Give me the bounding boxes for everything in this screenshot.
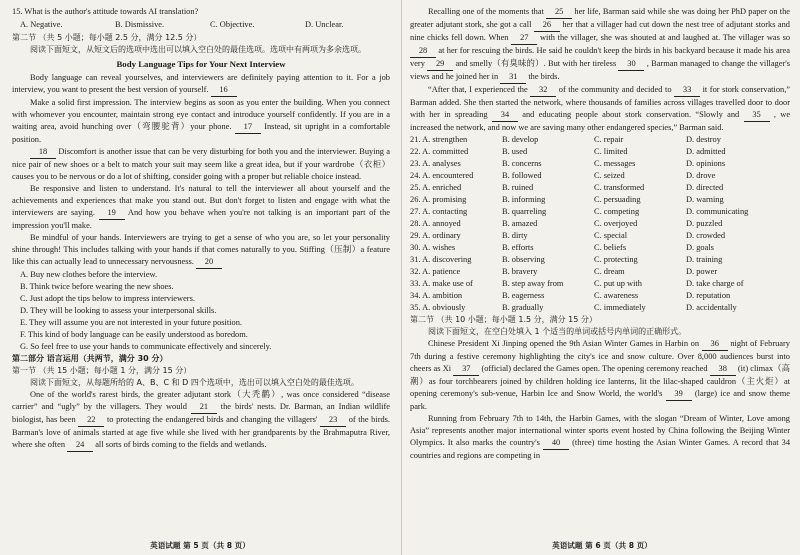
option-34a: 34. A. ambition <box>410 291 463 300</box>
blank-19[interactable]: 19 <box>99 207 125 220</box>
blank-30[interactable]: 30 <box>618 58 644 71</box>
option-30a: 30. A. wishes <box>410 243 456 252</box>
blank-28[interactable]: 28 <box>410 45 436 58</box>
cloze-paragraph-3: “After that, I experienced the 32 of the community and decided to 33 it for stork conservation,” Barman added. She then started the network, where thousands of families across villages travelled door to door with her in spreading 34 and educating people about stork conservation. “Slowly and 35 , we increased the network, and now we are saving many other endangered species,” Barman said. <box>410 85 791 132</box>
option-31d: D. training <box>686 255 723 264</box>
option-21d: D. destroy <box>686 135 721 144</box>
option-32a: 32. A. patience <box>410 267 461 276</box>
option-29a: 29. A. ordinary <box>410 231 461 240</box>
article-title: Body Language Tips for Your Next Interview <box>116 59 286 69</box>
blank-26[interactable]: 26 <box>534 19 560 32</box>
grammar-paragraph-2: Running from February 7th to 14th, the Harbin Games, with the slogan “Dream of Winter, Love among Asia” represents another major international winter sports event hosted by China following the Beijing Winter Olympics. It also marks the country's 40 (three) time hosting the Asian Winter Games. A record that 34 countries and regions are competing in <box>410 414 791 460</box>
blank-27[interactable]: 27 <box>511 32 537 45</box>
option-34c: C. awareness <box>594 291 639 300</box>
q15-option-c: C. Objective. <box>210 20 255 29</box>
blank-40[interactable]: 40 <box>543 437 569 450</box>
option-26b: B. informing <box>502 195 546 204</box>
option-34b: B. eagerness <box>502 291 545 300</box>
paragraph-5: Be mindful of your hands. Interviewers are trying to get a sense of who you are, so let your personality shine through! This includes talking with your hands if that comes naturally to you. Stiffing（压制）a feature like this can actually lead to unnecessary nervousness. 20 <box>12 232 390 269</box>
option-31b: B. observing <box>502 255 545 264</box>
option-30d: D. goals <box>686 243 714 252</box>
option-23b: B. concerns <box>502 159 542 168</box>
tips-options <box>12 269 390 353</box>
blank-31[interactable]: 31 <box>500 71 526 84</box>
blank-35[interactable]: 35 <box>744 109 770 122</box>
blank-37[interactable]: 37 <box>453 363 479 376</box>
q15-option-a: A. Negative. <box>20 20 63 29</box>
tip-option-g: G. So feel free to use your hands to communicate effectively and sincerely. <box>20 342 272 351</box>
paragraph-4: Be responsive and listen to understand. It's natural to tell the interviewer all about yourself and the achievements and experiences that make you stand out. But don't forget to listen and engage with what the interviewers are saying. 19 And how you behave when you're not talking is an important part of the impression you'll make. <box>12 184 391 230</box>
option-24d: D. drove <box>686 171 716 180</box>
option-24b: B. followed <box>502 171 542 180</box>
option-28d: D. puzzled <box>686 219 723 228</box>
grammar-paragraph-1: Chinese President Xi Jinping opened the 9th Asian Winter Games in Harbin on 36 night of February 7th during a festive ceremony highlighting the city's ice and snow culture. Over 8,000 audiences burst into cheers as Xi 37 (official) declared the Games open. The opening ceremony reached 38 (it) climax（高潮）as four torchbearers joined by children holding ice lanterns, lit the lilac-shaped cauldron（主火炬）at opening ceremony's sub-venue, Harbin Ice and Snow World, the world's 39 (large) ice and snow theme park. <box>410 339 791 411</box>
option-24a: 24. A. encountered <box>410 171 474 180</box>
section2-instructions: 阅读下面短文，从短文后的选项中选出可以填入空白处的最佳选项。选项中有两项为多余选项。 <box>30 45 366 54</box>
q15-option-b: B. Dismissive. <box>115 20 165 29</box>
blank-16[interactable]: 16 <box>211 84 237 97</box>
blank-32[interactable]: 32 <box>530 84 556 97</box>
cloze-paragraph-1: One of the world's rarest birds, the greater adjutant stork（大秃鹳）, was once considered “disease carrier” and “ugly” by the villagers. They would 21 the birds' nests. Dr. Barman, an Indian wildlife biologist, has been 22 to protecting the endangered birds and changing the villagers' 23 of the birds. Barman's love of animals started at age five while she lived with her grandparents by the Brahmaputra River, where she often 24 all sorts of birds coming to the fields and wetlands. <box>12 389 390 452</box>
left-page-footer: 英语试题 第 5 页（共 8 页） <box>150 541 250 550</box>
option-30c: C. beliefs <box>594 243 627 252</box>
option-27a: 27. A. contacting <box>410 207 468 216</box>
option-33a: 33. A. make use of <box>410 279 473 288</box>
option-22d: D. admitted <box>686 147 726 156</box>
option-35d: D. accidentally <box>686 303 737 312</box>
blank-20[interactable]: 20 <box>196 256 222 269</box>
part2-instructions: 阅读下面短文，从每题所给的 A、B、C 和 D 四个选项中，选出可以填入空白处的最佳选项。 <box>30 378 359 387</box>
blank-38[interactable]: 38 <box>710 363 736 376</box>
q15-question: 15. What is the author's attitude towards AI translation? <box>12 7 199 16</box>
option-26d: D. warning <box>686 195 724 204</box>
option-21a: 21. A. strengthen <box>410 135 468 144</box>
blank-18[interactable]: 18 <box>30 146 56 159</box>
option-35a: 35. A. obviously <box>410 303 466 312</box>
paragraph-2: Make a solid first impression. The interview begins as soon as you enter the building. When you connect with whomever you encounter, maintain strong eye contact and introduce yourself confidently. If you are in a waiting area, avoid hunching over（弯腰驼背）your phone. 17 Instead, sit upright in a comfortable position. <box>12 98 391 144</box>
tip-option-e: E. They will assume you are not interested in your future position. <box>20 318 242 327</box>
option-32b: B. bravery <box>502 267 538 276</box>
option-28b: B. amazed <box>502 219 538 228</box>
option-27c: C. competing <box>594 207 640 216</box>
option-28c: C. overjoyed <box>594 219 638 228</box>
option-34d: D. reputation <box>686 291 731 300</box>
tip-option-d: D. They will be looking to assess your interpersonal skills. <box>20 306 217 315</box>
option-23a: 23. A. analyses <box>410 159 461 168</box>
option-29b: B. dirty <box>502 231 528 240</box>
option-33b: B. step away from <box>502 279 564 288</box>
blank-39[interactable]: 39 <box>666 388 692 401</box>
q15-option-d: D. Unclear. <box>305 20 344 29</box>
option-25a: 25. A. enriched <box>410 183 462 192</box>
option-27b: B. quarreling <box>502 207 547 216</box>
tip-option-c: C. Just adopt the tips below to impress interviewers. <box>20 294 195 303</box>
blank-25[interactable]: 25 <box>546 6 572 19</box>
option-32d: D. power <box>686 267 718 276</box>
option-33c: C. put up with <box>594 279 642 288</box>
option-23c: C. messages <box>594 159 636 168</box>
option-29c: C. special <box>594 231 628 240</box>
option-33d: D. take charge of <box>686 279 744 288</box>
option-29d: D. crowded <box>686 231 726 240</box>
option-26a: 26. A. promising <box>410 195 467 204</box>
part2-header: 第二部分 语言运用（共两节，满分 30 分） <box>12 354 168 363</box>
blank-17[interactable]: 17 <box>235 121 261 134</box>
section2-grammar-instructions: 阅读下面短文，在空白处填入 1 个适当的单词或括号内单词的正确形式。 <box>428 327 687 336</box>
option-21c: C. repair <box>594 135 624 144</box>
option-28a: 28. A. annoyed <box>410 219 461 228</box>
blank-33[interactable]: 33 <box>674 84 700 97</box>
option-25d: D. directed <box>686 183 724 192</box>
part2-section1-header: 第一节 （共 15 小题；每小题 1 分，满分 15 分） <box>12 366 192 375</box>
blank-23[interactable]: 23 <box>320 414 346 427</box>
cloze-paragraph-2: Recalling one of the moments that 25 her life, Barman said while she was doing her PhD paper on the greater adjutant stork, she got a call 26 her that a villager had cut down the nest tree of adjutant storks and nine chicks fell down. When 27 with the villager, she was shouted at and laughed at. The villager was so 28 at her for rescuing the birds. He said he couldn't keep the birds in his backyard because it made his area very 29 and smelly（有臭味的）. But with her tireless 30 , Barman managed to change the villager's views and he joined her in 31 the birds. <box>410 6 790 84</box>
q15-options <box>20 19 390 31</box>
section2-grammar-header: 第二节 （共 10 小题；每小题 1.5 分，满分 15 分） <box>410 315 597 324</box>
option-23d: D. opinions <box>686 159 726 168</box>
cloze-options-table <box>410 134 790 314</box>
right-page <box>404 0 800 555</box>
page-divider <box>401 0 402 555</box>
option-22a: 22. A. committed <box>410 147 469 156</box>
tip-option-b: B. Think twice before wearing the new shoes. <box>20 282 174 291</box>
option-32c: C. dream <box>594 267 625 276</box>
option-31a: 31. A. discovering <box>410 255 472 264</box>
blank-36[interactable]: 36 <box>702 338 728 351</box>
option-35c: C. immediately <box>594 303 646 312</box>
option-24c: C. seized <box>594 171 625 180</box>
blank-24[interactable]: 24 <box>67 439 93 452</box>
option-25c: C. transformed <box>594 183 645 192</box>
blank-34[interactable]: 34 <box>492 109 518 122</box>
option-25b: B. ruined <box>502 183 534 192</box>
option-21b: B. develop <box>502 135 539 144</box>
option-30b: B. efforts <box>502 243 534 252</box>
tip-option-a: A. Buy new clothes before the interview. <box>20 270 158 279</box>
option-31c: C. protecting <box>594 255 638 264</box>
section2-header: 第二节 （共 5 小题；每小题 2.5 分，满分 12.5 分） <box>12 33 202 42</box>
blank-22[interactable]: 22 <box>78 414 104 427</box>
right-page-footer: 英语试题 第 6 页（共 8 页） <box>552 541 652 550</box>
option-35b: B. gradually <box>502 303 544 312</box>
tip-option-f: F. This kind of body language can be easily understood as boredom. <box>20 330 248 339</box>
option-27d: D. communicating <box>686 207 749 216</box>
paragraph-1: Body language can reveal yourselves, and interviewers are definitely paying attention to it. For a job interview, you want to present the best version of yourself. 16 <box>12 72 390 97</box>
blank-29[interactable]: 29 <box>427 58 453 71</box>
paragraph-3: 18 Discomfort is another issue that can be very disturbing for both you and the interviewer. Buying a nice pair of new shoes or a belt to match your suit may seem like a great idea, but if your wardrobe（衣柜）causes you to be nervous or do a lot of shifting, consider going with a proper but reliable choice instead. <box>12 147 390 181</box>
option-26c: C. persuading <box>594 195 641 204</box>
option-22b: B. used <box>502 147 528 156</box>
blank-21[interactable]: 21 <box>191 401 217 414</box>
option-22c: C. limited <box>594 147 628 156</box>
